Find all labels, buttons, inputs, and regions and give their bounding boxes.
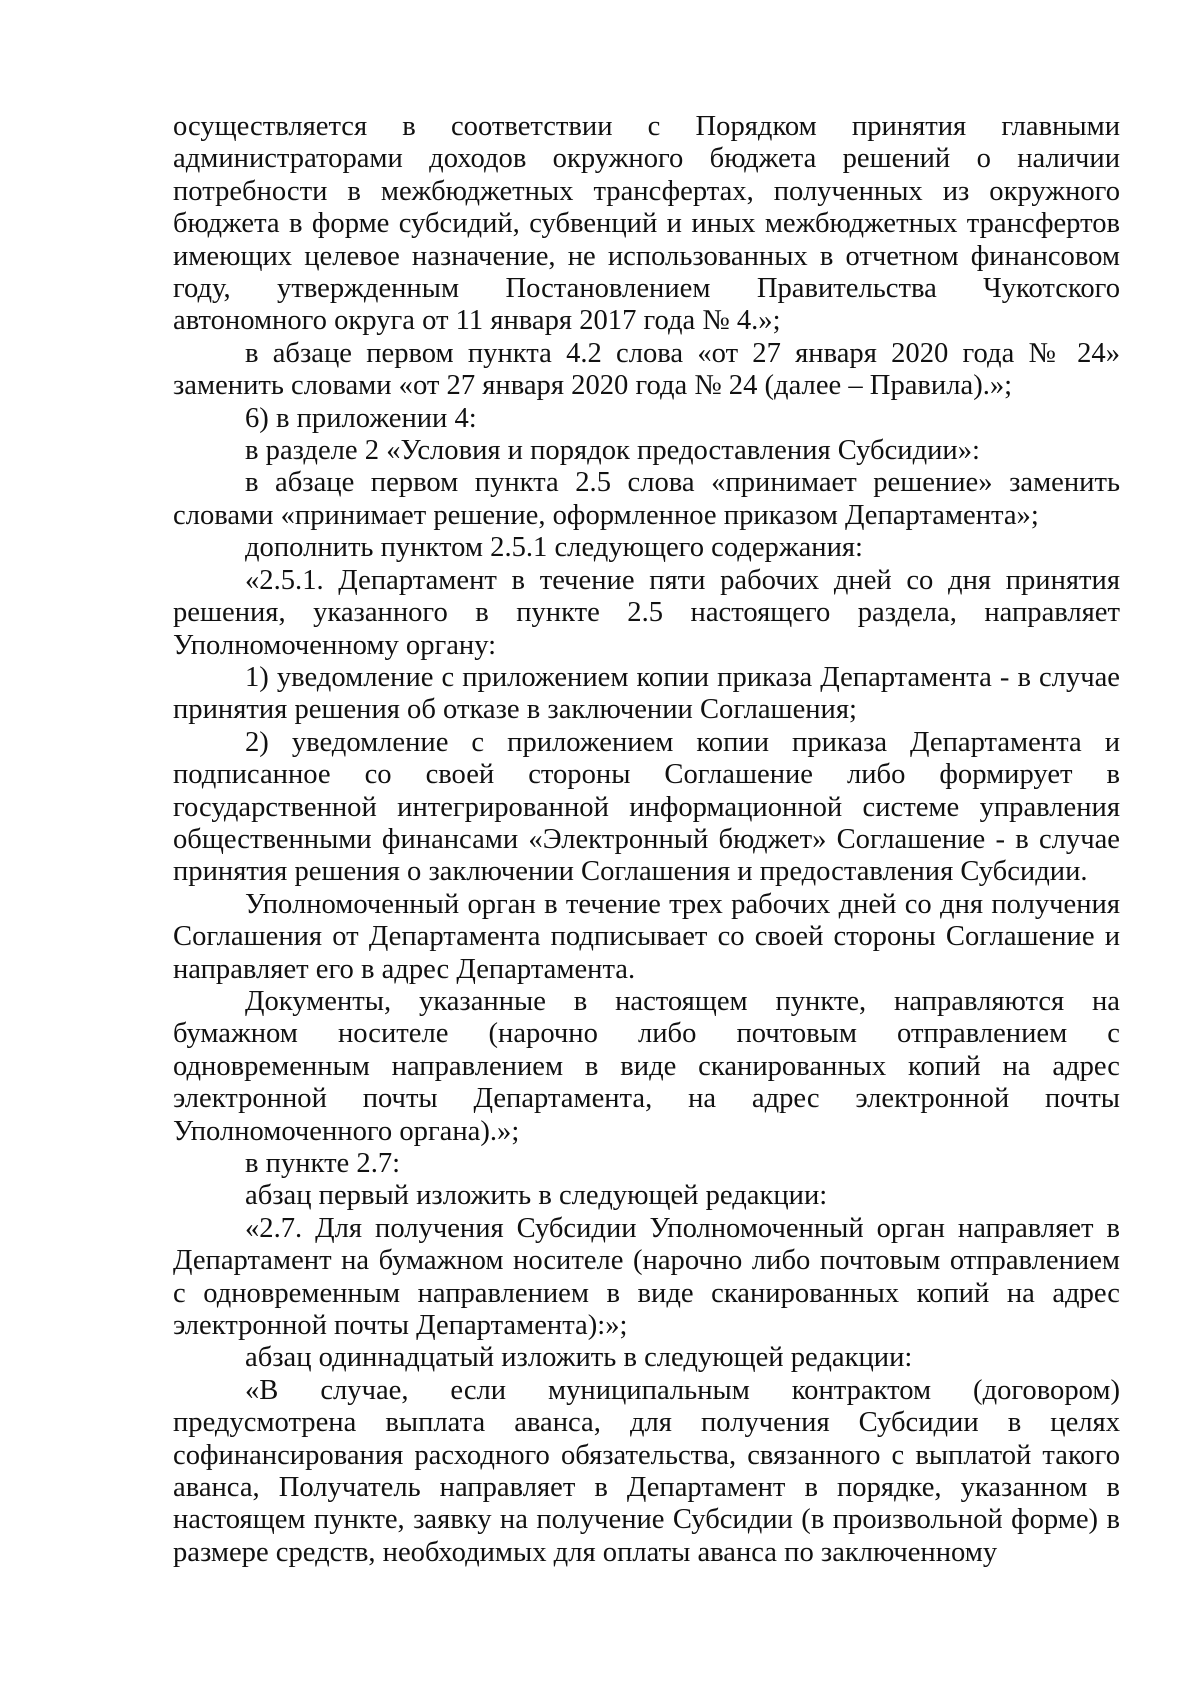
paragraph-item-4-2: в абзаце первом пункта 4.2 слова «от 27 января 2020 года № 24» заменить словами «от 27 января 2020 года № 24 (далее – Правила).»; bbox=[173, 337, 1120, 402]
paragraph-item-2-5: в абзаце первом пункта 2.5 слова «принимает решение» заменить словами «принимает решение, оформленное приказом Департамента»; bbox=[173, 467, 1120, 531]
paragraph-continuation: осуществляется в соответствии с Порядком принятия главными администраторами доходов окружного бюджета решений о наличии потребности в межбюджетных трансфертах, полученных из окружного бюджета в форме субсидий, субвенций и иных межбюджетных трансфертов имеющих целевое назначение, не использованных в отчетном финансовом году, утвержденным Постановлением Правительства Чукотского автономного округа от 11 января 2017 года № 4.»; bbox=[173, 111, 1120, 337]
paragraph-2-5-1: «2.5.1. Департамент в течение пяти рабочих дней со дня принятия решения, указанного в пункте 2.5 настоящего раздела, направляет Уполномоченному органу: bbox=[173, 564, 1120, 661]
paragraph-item-2-7: в пункте 2.7: bbox=[245, 1148, 401, 1179]
paragraph-list-item-2: 2) уведомление с приложением копии приказа Департамента и подписанное со своей стороны Соглашение либо формирует в государственной интегрированной информационной системе управления общественными финансами «Электронный бюджет» Соглашение - в случае принятия решения о заключении Соглашения и предоставления Субсидии. bbox=[173, 726, 1120, 888]
paragraph-add-2-5-1: дополнить пунктом 2.5.1 следующего содержания: bbox=[245, 532, 863, 564]
paragraph-advance-case: «В случае, если муниципальным контрактом (договором) предусмотрена выплата аванса, для получения Субсидии в целях софинансирования расходного обязательства, связанного с выплатой такого аванса, Получатель направляет в Департамент в порядке, указанном в настоящем пункте, заявку на получение Субсидии (в произвольной форме) в размере средств, необходимых для оплаты аванса по заключенному bbox=[173, 1374, 1120, 1568]
paragraph-section-2: в разделе 2 «Условия и порядок предоставления Субсидии»: bbox=[245, 435, 980, 467]
paragraph-appendix-4: 6) в приложении 4: bbox=[245, 402, 477, 434]
paragraph-list-item-1: 1) уведомление с приложением копии приказа Департамента - в случае принятия решения об отказе в заключении Соглашения; bbox=[173, 661, 1120, 726]
paragraph-2-7-text: «2.7. Для получения Субсидии Уполномоченный орган направляет в Департамент на бумажном носителе (нарочно либо почтовым отправлением с одновременным направлением в виде сканированных копий на адрес электронной почты Департамента):»; bbox=[173, 1212, 1120, 1342]
paragraph-eleventh-abzac: абзац одиннадцатый изложить в следующей редакции: bbox=[245, 1342, 913, 1374]
paragraph-documents-sent: Документы, указанные в настоящем пункте, направляются на бумажном носителе (нарочно либо почтовым отправлением с одновременным направлением в виде сканированных копий на адрес электронной почты Департамента, на адрес электронной почты Уполномоченного органа).»; bbox=[173, 985, 1120, 1147]
paragraph-first-abzac: абзац первый изложить в следующей редакции: bbox=[245, 1180, 828, 1212]
paragraph-authority-signs: Уполномоченный орган в течение трех рабочих дней со дня получения Соглашения от Департамента подписывает со своей стороны Соглашение и направляет его в адрес Департамента. bbox=[173, 888, 1120, 985]
document-body bbox=[173, 111, 1120, 1569]
